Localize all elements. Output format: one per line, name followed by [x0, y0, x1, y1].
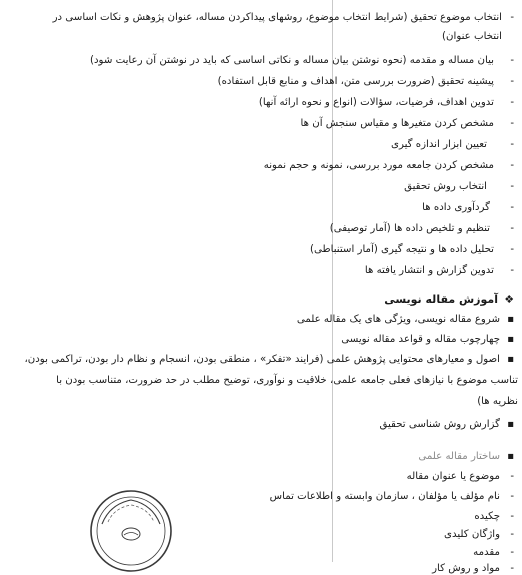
list-item: تدوین گزارش و انتشار یافته ها — [364, 265, 494, 276]
list-item: گزارش روش شناسی تحقیق — [379, 419, 500, 430]
section-bullet-icon: ❖ — [504, 293, 514, 306]
list-item: تنظیم و تلخیص داده ها (آمار توصیفی) — [329, 223, 490, 234]
list-item: انتخاب موضوع تحقیق (شرایط انتخاب موضوع، روشهای پیداکردن مساله، عنوان پژوهش و نکات اساسی در — [52, 12, 502, 23]
list-item: ساختار مقاله علمی — [418, 451, 500, 462]
list-marker: - — [510, 547, 514, 558]
list-marker: - — [510, 76, 514, 87]
list-marker: - — [510, 529, 514, 540]
list-item: تحلیل داده ها و نتیجه گیری (آمار استنباطی) — [310, 244, 494, 255]
list-item-continuation: نظریه ها) — [477, 396, 518, 407]
list-marker: - — [510, 563, 514, 574]
list-item: پیشینه تحقیق (ضرورت بررسی متن، اهداف و منابع قابل استفاده) — [217, 76, 494, 87]
list-marker: - — [510, 511, 514, 522]
list-item: چکیده — [474, 511, 500, 522]
list-item: مواد و روش کار — [432, 563, 500, 574]
list-item: اصول و معیارهای محتوایی پژوهش علمی (فرایند «تفکر» ، منطقی بودن، انسجام و نظام دار بودن، تراکمی بودن، — [24, 354, 500, 365]
list-item: نام مؤلف یا مؤلفان ، سازمان وابسته و اطلاعات تماس — [269, 491, 500, 502]
list-marker: - — [510, 223, 514, 234]
list-marker: - — [510, 118, 514, 129]
list-marker: - — [510, 202, 514, 213]
list-marker: - — [510, 244, 514, 255]
list-marker: - — [510, 160, 514, 171]
square-bullet-icon: ▪ — [507, 419, 514, 430]
list-marker: - — [510, 97, 514, 108]
section-heading: آموزش مقاله نویسی — [384, 293, 498, 306]
list-item: واژگان کلیدی — [444, 529, 500, 540]
square-bullet-icon: ▪ — [507, 334, 514, 345]
list-item-continuation: تناسب موضوع با نیازهای فعلی جامعه علمی، خلاقیت و نوآوری، توضیح مطلب در حد ضرورت، متناسب بودن با — [56, 375, 518, 386]
list-marker: - — [510, 55, 514, 66]
square-bullet-icon: ▪ — [507, 451, 514, 462]
list-marker: - — [510, 491, 514, 502]
list-marker: - — [510, 471, 514, 482]
list-marker: - — [510, 12, 514, 23]
list-item: مشخص کردن جامعه مورد بررسی، نمونه و حجم نمونه — [263, 160, 494, 171]
list-item: تدوین اهداف، فرضیات، سؤالات (انواع و نحوه ارائه آنها) — [258, 97, 494, 108]
list-item: انتخاب روش تحقیق — [404, 181, 487, 192]
square-bullet-icon: ▪ — [507, 354, 514, 365]
list-item: گردآوری داده ها — [422, 202, 490, 213]
list-item: مقدمه — [473, 547, 500, 558]
list-item: بیان مساله و مقدمه (نحوه نوشتن بیان مساله و نکاتی اساسی که باید در نوشتن آن رعایت شود) — [90, 55, 494, 66]
square-bullet-icon: ▪ — [507, 314, 514, 325]
list-item: چهارچوب مقاله و قواعد مقاله نویسی — [341, 334, 500, 345]
seal-stamp — [88, 488, 174, 574]
list-marker: - — [510, 265, 514, 276]
list-item: مشخص کردن متغیرها و مقیاس سنجش آن ها — [300, 118, 494, 129]
list-marker: - — [510, 139, 514, 150]
list-item-continuation: انتخاب عنوان) — [442, 31, 502, 42]
list-item: شروع مقاله نویسی، ویژگی های یک مقاله علمی — [296, 314, 500, 325]
list-item: موضوع یا عنوان مقاله — [406, 471, 500, 482]
list-item: تعیین ابزار اندازه گیری — [390, 139, 487, 150]
list-marker: - — [510, 181, 514, 192]
